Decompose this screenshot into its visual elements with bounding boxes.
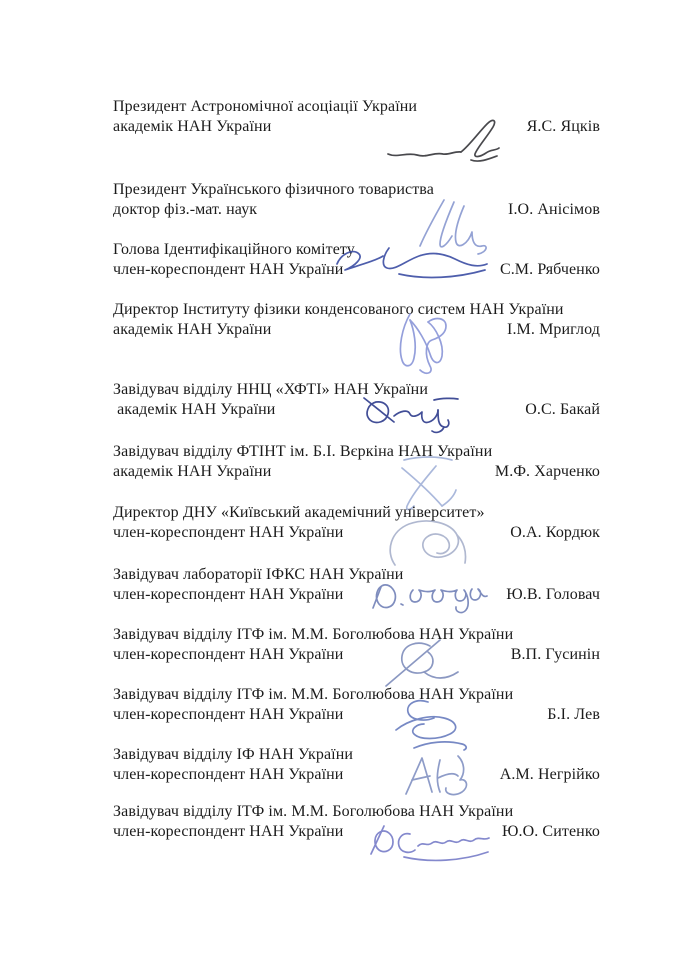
signatory-rank: член-кореспондент НАН України <box>113 524 344 541</box>
signatory-name: А.М. Негрійко <box>499 766 600 783</box>
signatory-rank: член-кореспондент НАН України <box>113 646 344 663</box>
signatory-name: О.А. Кордюк <box>510 524 600 541</box>
signatory-name: І.М. Мриглод <box>507 321 600 338</box>
signatory-entry <box>113 442 600 482</box>
signatory-name: О.С. Бакай <box>525 401 600 418</box>
signatory-position: Завідувач відділу ННЦ «ХФТІ» НАН України <box>113 381 429 398</box>
signatory-position: Завідувач відділу ІТФ ім. М.М. Боголюбова НАН України <box>113 803 514 820</box>
signatory-rank: академік НАН України <box>113 463 272 480</box>
signatory-position: Завідувач відділу ІФ НАН України <box>113 746 354 763</box>
signatory-rank: академік НАН України <box>113 118 272 135</box>
signatory-position: Завідувач відділу ФТІНТ ім. Б.І. Вєркіна НАН України <box>113 443 493 460</box>
signatory-list <box>113 97 600 862</box>
signatory-position: Завідувач відділу ІТФ ім. М.М. Боголюбова НАН України <box>113 626 514 643</box>
signatory-rank: академік НАН України <box>113 321 272 338</box>
signatory-rank: академік НАН України <box>113 401 276 418</box>
signatory-entry <box>113 240 600 280</box>
signatory-rank: член-кореспондент НАН України <box>113 261 344 278</box>
signatory-entry <box>113 97 600 137</box>
signatory-name: М.Ф. Харченко <box>494 463 600 480</box>
signatory-name: В.П. Гусинін <box>510 646 600 663</box>
signatory-position: Завідувач лабораторії ІФКС НАН України <box>113 566 404 583</box>
signatory-name: Б.І. Лев <box>547 706 600 723</box>
signatory-entry <box>113 503 600 543</box>
signatory-entry <box>113 180 600 220</box>
signatory-rank: член-кореспондент НАН України <box>113 706 344 723</box>
signatory-name: І.О. Анісімов <box>508 201 600 218</box>
signatory-name: С.М. Рябченко <box>499 261 600 278</box>
signatory-position: Директор ДНУ «Київський академічний університет» <box>113 504 485 521</box>
signatory-entry <box>113 625 600 665</box>
signatory-name: Ю.В. Головач <box>506 586 600 603</box>
signatory-rank: член-кореспондент НАН України <box>113 586 344 603</box>
signatory-entry <box>113 380 600 420</box>
signatory-position: Директор Інституту фізики конденсованого систем НАН України <box>113 301 564 318</box>
signatory-entry <box>113 802 600 842</box>
signatory-rank: член-кореспондент НАН України <box>113 823 344 840</box>
signatory-position: Голова Ідентифікаційного комітету <box>113 241 355 258</box>
signatory-position: Президент Астрономічної асоціації України <box>113 98 418 115</box>
signatory-rank: член-кореспондент НАН України <box>113 766 344 783</box>
signatory-entry <box>113 685 600 725</box>
signatory-entry <box>113 565 600 605</box>
signatory-entry <box>113 300 600 340</box>
signatory-entry <box>113 745 600 785</box>
signatory-name: Я.С. Яцків <box>526 118 600 135</box>
signatory-position: Президент Українського фізичного товариства <box>113 181 434 198</box>
signatory-name: Ю.О. Ситенко <box>501 823 600 840</box>
signatory-position: Завідувач відділу ІТФ ім. М.М. Боголюбова НАН України <box>113 686 514 703</box>
signatory-rank: доктор фіз.-мат. наук <box>113 201 258 218</box>
